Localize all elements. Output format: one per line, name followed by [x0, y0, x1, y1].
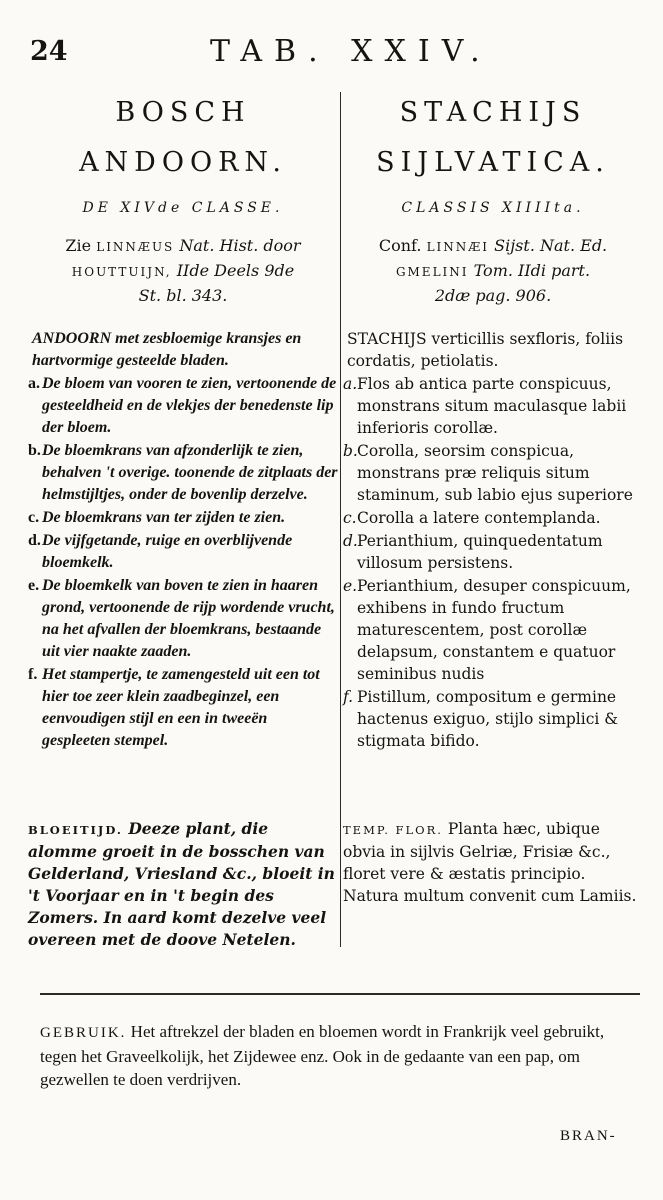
- entry-letter: d.: [343, 532, 358, 550]
- entry-letter: a.: [28, 375, 40, 392]
- entry-letter: e.: [28, 577, 40, 594]
- entry-letter: c.: [28, 509, 40, 526]
- latin-reference: [343, 234, 643, 308]
- list-item: [28, 664, 338, 752]
- ref-volume: IIde Deels 9de: [176, 261, 295, 280]
- ref-volume: Tom. IIdi part.: [473, 261, 591, 280]
- entry-text: De bloemkelk van boven te zien in haaren grond, vertoonende de rijp wordende vrucht, na het afvallen der bloemkrans, bestaande uit vier naakte zaaden.: [42, 577, 335, 660]
- flowering-label: TEMP. FLOR.: [343, 823, 443, 837]
- entry-letter: a.: [343, 375, 358, 393]
- latin-intro: STACHIJS verticillis sexfloris, foliis cordatis, petiolatis.: [347, 330, 624, 370]
- entry-letter: c.: [343, 509, 357, 527]
- entry-letter: e.: [343, 577, 358, 595]
- entry-text: De bloem van vooren te zien, vertoonende de gesteeldheid en de vlekjes der benedenste lip der bloem.: [42, 375, 337, 436]
- entry-text: Pistillum, compositum e germine hactenus exiguo, stijlo simplici & stigmata bifido.: [357, 688, 619, 750]
- usage-label: GEBRUIK.: [40, 1025, 127, 1041]
- ref-work: Nat. Hist. door: [179, 236, 301, 255]
- entry-text: Perianthium, quinquedentatum villosum persistens.: [357, 532, 603, 572]
- latin-class-line: CLASSIS XIIIIta.: [401, 200, 585, 216]
- entry-text: Perianthium, desuper conspicuum, exhibens in fundo fructum maturescentem, post corollæ delapsum, constantem e quatuor seminibus nudis: [357, 577, 631, 683]
- dutch-title-line2: ANDOORN.: [79, 147, 287, 178]
- latin-column: [343, 88, 643, 753]
- plate-heading: TAB. XXIV.: [210, 34, 492, 69]
- latin-title-line2: SIJLVATICA.: [376, 147, 610, 178]
- ref-translator: HOUTTUIJN,: [71, 265, 172, 279]
- list-item: [343, 575, 643, 685]
- column-divider: [340, 92, 341, 947]
- flowering-text: Planta hæc, ubique obvia in sijlvis Gelriæ, Frisiæ &c., floret vere & æstatis principio. Natura multum convenit cum Lamiis.: [343, 820, 637, 905]
- dutch-flowering-time: [28, 818, 338, 951]
- ref-pre: Zie: [65, 236, 92, 255]
- latin-title-line1: STACHIJS: [399, 97, 587, 128]
- list-item: [28, 507, 338, 529]
- ref-page: 2dæ pag. 906.: [434, 286, 552, 305]
- entry-letter: f.: [28, 666, 38, 683]
- dutch-intro: ANDOORN met zesbloemige kransjes en hartvormige gesteelde bladen.: [32, 330, 302, 369]
- list-item: [28, 575, 338, 663]
- entry-text: Corolla, seorsim conspicua, monstrans præ reliquis situm staminum, sub labio ejus superiore: [357, 442, 633, 504]
- catchword: BRAN-: [560, 1128, 617, 1144]
- flowering-label: BLOEITIJD.: [28, 823, 123, 837]
- usage-text: Het aftrekzel der bladen en bloemen wordt in Frankrijk veel gebruikt, tegen het Graveelkolijk, het Zijdewee enz. Ook in de gedaante van een pap, om gezwellen te doen verdrijven.: [40, 1022, 605, 1089]
- dutch-title-line1: BOSCH: [115, 97, 251, 128]
- flowering-text: Deeze plant, die alomme groeit in de bosschen van Gelderland, Vriesland &c., bloeit in 't Voorjaar en in 't begin des Zomers. In aard komt dezelve veel overeen met de doove Netelen.: [28, 819, 335, 949]
- entry-text: Het stampertje, te zamengesteld uit een tot hier toe zeer klein zaadbeginzel, een eenvoudigen stijl en een in tweeën gespleeten stempel.: [42, 666, 320, 749]
- entry-text: Flos ab antica parte conspicuus, monstrans situm maculasque labii inferioris corollæ.: [357, 375, 627, 437]
- ref-pre: Conf.: [378, 236, 422, 255]
- dutch-reference: [28, 234, 338, 308]
- ref-author: LINNÆI: [426, 240, 490, 254]
- list-item: [343, 530, 643, 574]
- entry-letter: b.: [28, 442, 41, 459]
- usage-paragraph: [40, 1020, 640, 1091]
- list-item: [343, 507, 643, 529]
- list-item: [28, 373, 338, 439]
- list-item: [343, 373, 643, 439]
- dutch-description-list: [28, 328, 338, 752]
- entry-letter: b.: [343, 442, 358, 460]
- ref-page: St. bl. 343.: [138, 286, 228, 305]
- entry-letter: d.: [28, 532, 41, 549]
- list-item: [343, 440, 643, 506]
- latin-description-list: [343, 328, 643, 752]
- ref-editor: GMELINI: [395, 265, 469, 279]
- dutch-class-line: DE XIVde CLASSE.: [82, 200, 284, 216]
- list-item: [343, 686, 643, 752]
- entry-text: Corolla a latere contemplanda.: [357, 509, 601, 527]
- list-item: [28, 530, 338, 574]
- list-item: [28, 440, 338, 506]
- entry-letter: f.: [343, 688, 354, 706]
- entry-text: De bloemkrans van afzonderlijk te zien, behalven 't overige. toonende de zitplaats der helmstijltjes, onder de bovenlip derzelve.: [42, 442, 338, 503]
- dutch-column: [28, 88, 338, 753]
- latin-flowering-time: [343, 818, 643, 907]
- ref-work: Sijst. Nat. Ed.: [494, 236, 608, 255]
- section-rule: [40, 993, 640, 995]
- entry-text: De bloemkrans van ter zijden te zien.: [42, 509, 286, 526]
- entry-text: De vijfgetande, ruige en overblijvende bloemkelk.: [42, 532, 293, 571]
- ref-author: LINNÆUS: [96, 240, 175, 254]
- page-number: 24: [30, 36, 68, 67]
